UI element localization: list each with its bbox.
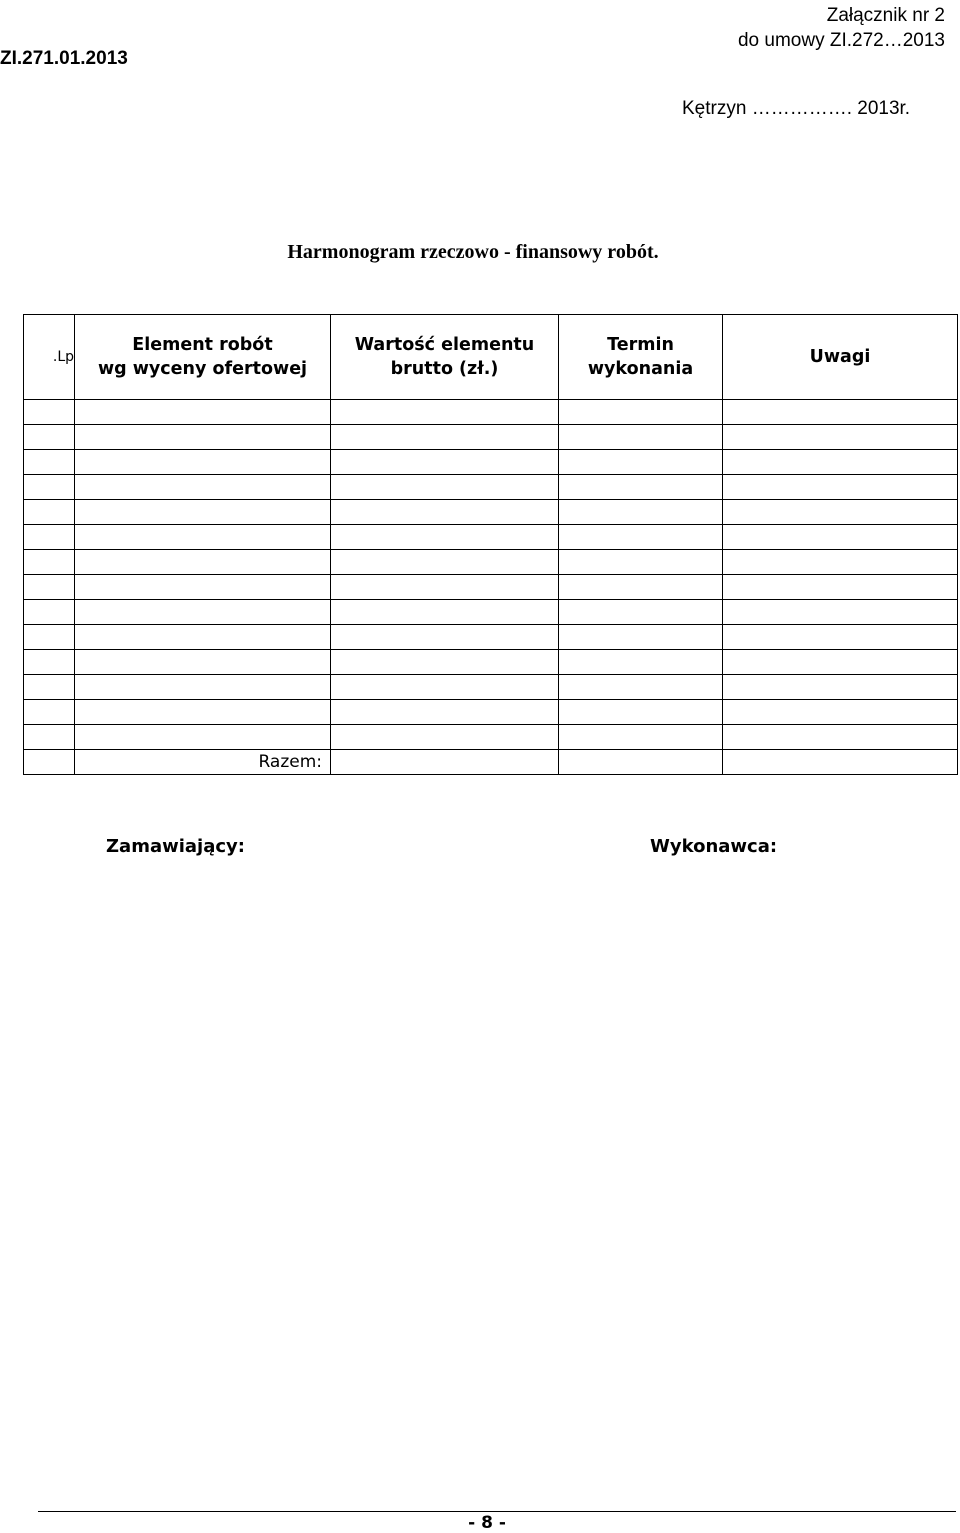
row-cell-element[interactable] [75,425,331,450]
column-header-deadline-line-1: Termin [607,335,674,355]
column-header-lp [24,315,75,400]
row-cell-lp[interactable] [24,550,75,575]
row-cell-value[interactable] [331,475,559,500]
annex-note [738,3,945,53]
row-cell-value[interactable] [331,575,559,600]
row-cell-element[interactable] [75,650,331,675]
row-cell-value[interactable] [331,525,559,550]
row-cell-lp[interactable] [24,575,75,600]
row-cell-notes[interactable] [723,625,958,650]
row-cell-notes[interactable] [723,725,958,750]
row-cell-element[interactable] [75,475,331,500]
table-row [24,475,958,500]
row-cell-notes[interactable] [723,450,958,475]
row-cell-notes[interactable] [723,425,958,450]
row-cell-deadline[interactable] [559,675,723,700]
row-cell-element[interactable] [75,700,331,725]
table-row [24,725,958,750]
row-cell-value[interactable] [331,550,559,575]
row-cell-notes[interactable] [723,400,958,425]
reference-number: ZI.271.01.2013 [0,48,128,69]
signature-contractor: Wykonawca: [650,836,778,857]
row-cell-value[interactable] [331,700,559,725]
row-cell-deadline[interactable] [559,725,723,750]
row-cell-notes[interactable] [723,525,958,550]
place-date: Kętrzyn ……………. 2013r. [682,98,911,119]
row-cell-lp[interactable] [24,425,75,450]
total-label: Razem: [75,750,331,775]
table-row [24,625,958,650]
row-cell-deadline[interactable] [559,525,723,550]
row-cell-element[interactable] [75,500,331,525]
row-cell-element[interactable] [75,450,331,475]
column-header-element-line-1: Element robót [132,335,273,355]
total-cell-lp [24,750,75,775]
total-deadline-cell [559,750,723,775]
column-header-notes-label: Uwagi [809,347,871,367]
column-header-element [75,315,331,400]
row-cell-lp[interactable] [24,500,75,525]
table-row [24,675,958,700]
row-cell-lp[interactable] [24,400,75,425]
row-cell-deadline[interactable] [559,500,723,525]
row-cell-value[interactable] [331,725,559,750]
page-number: - 8 - [468,1513,506,1533]
document-title: Harmonogram rzeczowo - finansowy robót. [287,241,659,263]
column-header-deadline [559,315,723,400]
row-cell-element[interactable] [75,625,331,650]
total-value-cell[interactable] [331,750,559,775]
row-cell-notes[interactable] [723,700,958,725]
row-cell-deadline[interactable] [559,475,723,500]
row-cell-notes[interactable] [723,500,958,525]
row-cell-element[interactable] [75,675,331,700]
row-cell-value[interactable] [331,600,559,625]
row-cell-element[interactable] [75,725,331,750]
row-cell-deadline[interactable] [559,625,723,650]
table-row [24,600,958,625]
row-cell-element[interactable] [75,575,331,600]
annex-line-2: do umowy ZI.272…2013 [737,30,945,51]
footer-divider [38,1511,956,1512]
table-row [24,525,958,550]
column-header-lp-label: Lp. [52,349,74,365]
row-cell-value[interactable] [331,425,559,450]
row-cell-deadline[interactable] [559,700,723,725]
row-cell-lp[interactable] [24,625,75,650]
row-cell-element[interactable] [75,400,331,425]
table-header-row [24,315,958,400]
table-body [24,400,958,775]
row-cell-notes[interactable] [723,675,958,700]
row-cell-lp[interactable] [24,450,75,475]
column-header-element-line-2: wg wyceny ofertowej [97,359,308,379]
row-cell-notes[interactable] [723,650,958,675]
row-cell-notes[interactable] [723,575,958,600]
column-header-value-line-2: brutto (zł.) [390,359,499,379]
row-cell-notes[interactable] [723,475,958,500]
row-cell-value[interactable] [331,675,559,700]
row-cell-lp[interactable] [24,475,75,500]
column-header-notes [723,315,958,400]
total-row [24,750,958,775]
table-row [24,500,958,525]
row-cell-element[interactable] [75,525,331,550]
row-cell-lp[interactable] [24,725,75,750]
column-header-value [331,315,559,400]
row-cell-value[interactable] [331,625,559,650]
table-row [24,550,958,575]
table-row [24,650,958,675]
row-cell-lp[interactable] [24,525,75,550]
row-cell-deadline[interactable] [559,400,723,425]
row-cell-lp[interactable] [24,700,75,725]
table-row [24,400,958,425]
row-cell-deadline[interactable] [559,650,723,675]
schedule-table [23,314,958,775]
row-cell-value[interactable] [331,400,559,425]
row-cell-lp[interactable] [24,675,75,700]
table-row [24,700,958,725]
row-cell-value[interactable] [331,450,559,475]
row-cell-lp[interactable] [24,650,75,675]
row-cell-value[interactable] [331,650,559,675]
annex-line-1: Załącznik nr 2 [826,5,945,26]
row-cell-deadline[interactable] [559,600,723,625]
row-cell-lp[interactable] [24,600,75,625]
row-cell-deadline[interactable] [559,575,723,600]
row-cell-deadline[interactable] [559,450,723,475]
table-row [24,450,958,475]
row-cell-value[interactable] [331,500,559,525]
column-header-deadline-line-2: wykonania [587,359,694,379]
row-cell-deadline[interactable] [559,425,723,450]
row-cell-element[interactable] [75,600,331,625]
row-cell-notes[interactable] [723,600,958,625]
total-notes-cell [723,750,958,775]
table-row [24,425,958,450]
signature-ordering-party: Zamawiający: [106,836,245,857]
row-cell-element[interactable] [75,550,331,575]
row-cell-notes[interactable] [723,550,958,575]
row-cell-deadline[interactable] [559,550,723,575]
column-header-value-line-1: Wartość elementu [354,335,535,355]
table-row [24,575,958,600]
